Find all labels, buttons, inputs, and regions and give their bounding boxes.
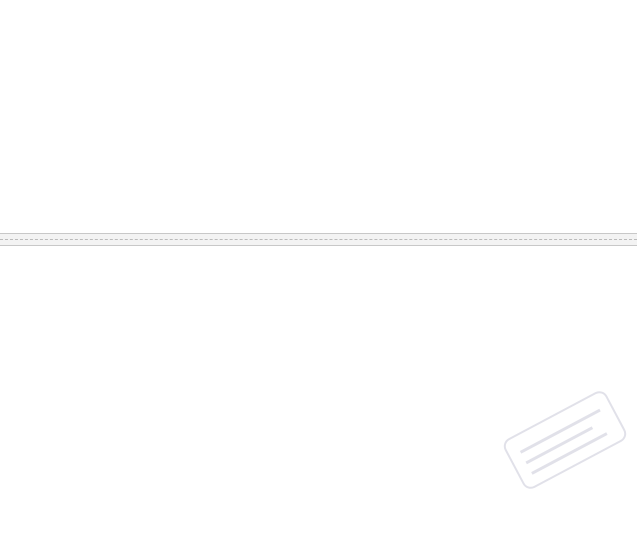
site-watermark-icon <box>491 379 637 502</box>
sheet-title <box>0 0 637 26</box>
page-break-separator <box>0 233 637 246</box>
